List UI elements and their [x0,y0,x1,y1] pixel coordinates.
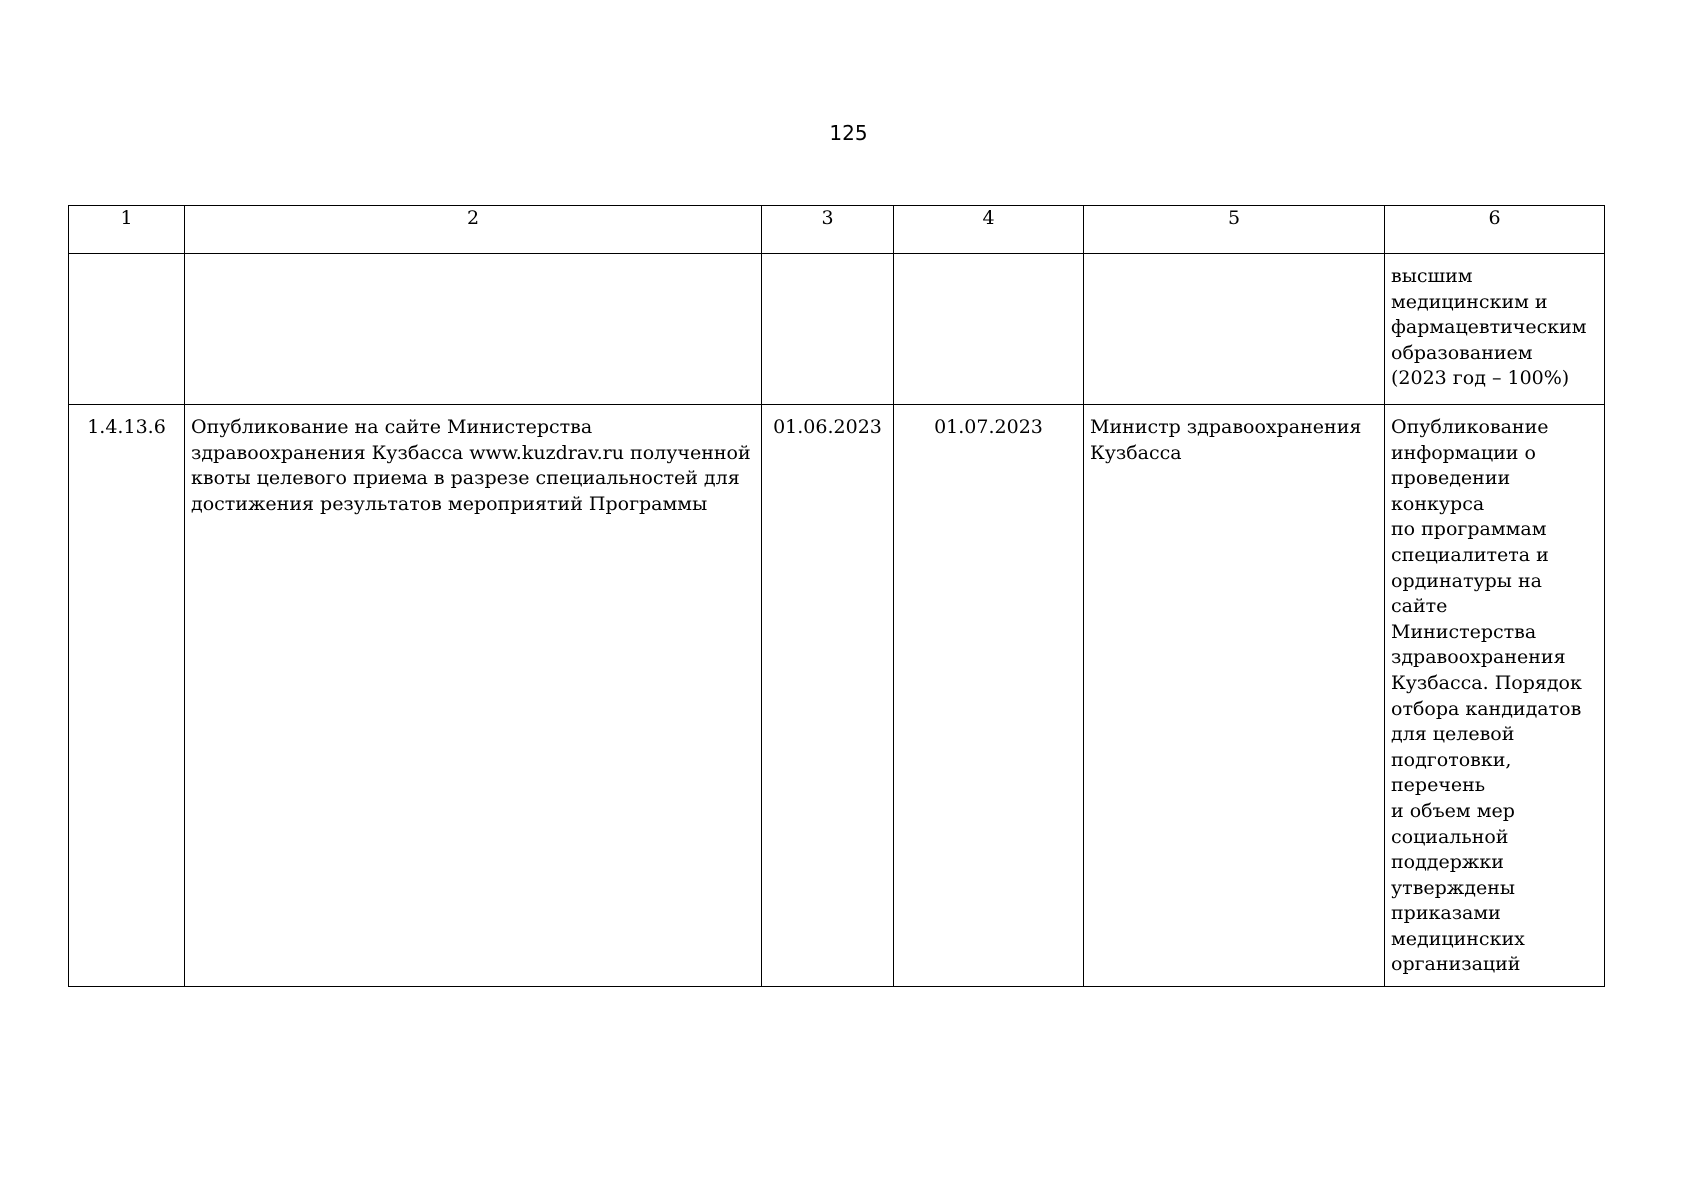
table-row [69,405,1605,987]
continuation-cell-1 [69,254,185,405]
row-number-cell [69,405,185,987]
continuation-cell-5 [1084,254,1385,405]
row-activity-cell [185,405,762,987]
row-activity-text: Опубликование на сайте Министерства здравоохранения Кузбасса www.kuzdrav.ru полученной квоты целевого приема в разрезе специальностей для достижения результатов мероприятий Программы [191,416,751,515]
row-responsible-text: Министр здравоохранения Кузбасса [1090,416,1362,464]
header-cell-3: 3 [762,206,894,254]
table-row-continuation [69,254,1605,405]
document-table [68,205,1605,987]
row-result-cell [1385,405,1605,987]
header-cell-1: 1 [69,206,185,254]
row-number: 1.4.13.6 [87,416,166,438]
continuation-cell-6 [1385,254,1605,405]
header-cell-2: 2 [185,206,762,254]
row-end-date-cell [894,405,1084,987]
continuation-cell-3 [762,254,894,405]
continuation-cell-2 [185,254,762,405]
header-cell-6: 6 [1385,206,1605,254]
table-header-row [69,206,1605,254]
page-number: 125 [829,121,868,145]
row-start-date-cell [762,405,894,987]
row-result-text: Опубликование информации о проведении конкурса по программам специалитета и ординатуры на сайте Министерства здравоохранения Кузбасса. Порядок отбора кандидатов для целевой подготовки, перечень и объем мер социальной поддержки утверждены приказами медицинских организаций [1391,416,1582,976]
header-cell-5: 5 [1084,206,1385,254]
row-start-date: 01.06.2023 [773,416,882,438]
row-end-date: 01.07.2023 [934,416,1043,438]
continuation-cell-4 [894,254,1084,405]
header-cell-4: 4 [894,206,1084,254]
continuation-result-text: высшим медицинским и фармацевтическим образованием (2023 год – 100%) [1391,265,1587,390]
row-responsible-cell [1084,405,1385,987]
